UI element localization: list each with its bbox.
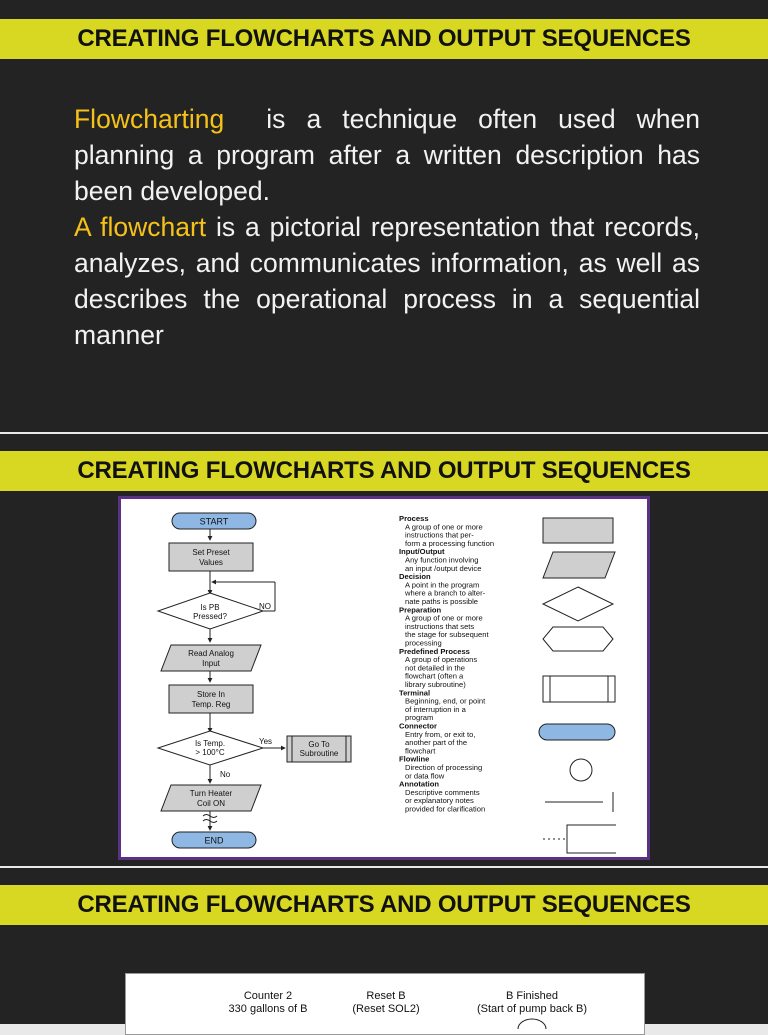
legend-desc-circle: another part of the xyxy=(405,738,468,748)
yes-label: Yes xyxy=(259,737,273,746)
no-label-1: NO xyxy=(259,602,271,611)
legend-desc-predefined-process: flowchart (often a xyxy=(405,671,464,681)
store-line1: Store In xyxy=(196,690,226,699)
legend-desc-rectangle: form a processing function xyxy=(405,538,495,548)
legend-text xyxy=(399,514,494,814)
definition-flowcharting: is a technique often used when planning a program after a written description has been developed. xyxy=(74,104,708,206)
go-to-line2: Subroutine xyxy=(299,749,339,758)
legend-shape-diamond xyxy=(543,587,613,621)
counter-column-line1: Counter 2 xyxy=(243,990,293,1002)
legend-title-diamond: Decision xyxy=(399,572,431,582)
slide-3-title: CREATING FLOWCHARTS AND OUTPUT SEQUENCES xyxy=(0,885,768,925)
sequence-marks xyxy=(126,974,644,1034)
paragraph-flowcharting xyxy=(74,101,708,209)
legend-desc-predefined-process: A group of operations xyxy=(405,655,478,665)
turn-heater-line2: Coil ON xyxy=(196,799,226,808)
flowchart-figure xyxy=(118,496,650,860)
legend-title-circle: Connector xyxy=(399,721,437,731)
legend-shape-parallelogram xyxy=(543,552,615,578)
finished-column-line1: B Finished xyxy=(506,990,558,1002)
legend-desc-parallelogram: Any function involving xyxy=(405,555,479,565)
legend-desc-hexagon: instructions that sets xyxy=(405,621,475,631)
flowchart-svg xyxy=(121,499,647,857)
read-analog-line1: Read Analog xyxy=(188,649,234,658)
slide-1-body xyxy=(74,101,708,353)
legend-shape-terminal xyxy=(539,724,615,740)
reset-column-line1: Reset B xyxy=(366,990,406,1002)
term-flowcharting: Flowcharting xyxy=(74,104,225,134)
legend-desc-diamond: A point in the program xyxy=(405,580,480,590)
legend-title-bracket: Annotation xyxy=(399,779,440,789)
is-pb-line1: Is PB xyxy=(200,603,220,612)
turn-heater-line1: Turn Heater xyxy=(189,789,233,798)
is-temp-line1: Is Temp. xyxy=(194,739,226,748)
legend-title-hexagon: Preparation xyxy=(399,605,442,615)
legend-desc-hexagon: the stage for subsequent xyxy=(405,630,489,640)
legend-desc-lines: Direction of processing xyxy=(405,763,483,772)
legend-title-predefined-process: Predefined Process xyxy=(399,646,470,656)
legend-shape-bracket xyxy=(543,825,616,853)
legend-desc-bracket: or explanatory notes xyxy=(405,796,474,806)
legend-desc-hexagon: processing xyxy=(405,638,442,648)
slide-1-title: CREATING FLOWCHARTS AND OUTPUT SEQUENCES xyxy=(0,19,768,59)
legend-desc-diamond: nate paths is possible xyxy=(405,597,479,606)
legend-title-lines: Flowline xyxy=(399,754,430,764)
legend-desc-bracket: provided for clarification xyxy=(405,804,486,814)
legend-shape-predefined-process xyxy=(543,676,615,702)
reset-column-line2: (Reset SOL2) xyxy=(352,1003,420,1015)
legend-desc-parallelogram: an input /output device xyxy=(405,563,482,573)
paragraph-flowchart xyxy=(74,209,700,353)
finished-column-line2: (Start of pump back B) xyxy=(476,1003,588,1015)
slide-1 xyxy=(0,0,768,432)
start-terminal-label: START xyxy=(199,516,229,527)
legend-desc-terminal: program xyxy=(405,713,434,723)
counter-column-line2: 330 gallons of B xyxy=(228,1003,308,1015)
legend-desc-circle: Entry from, or exit to, xyxy=(405,729,476,739)
legend-title-terminal: Terminal xyxy=(399,688,431,698)
legend-desc-rectangle: instructions that per- xyxy=(405,530,474,540)
sequence-figure xyxy=(125,973,645,1035)
definition-flowchart: is a pictorial representation that records, analyzes, and communicates information, as well as describes the operational process in a sequential manner xyxy=(74,212,700,350)
go-to-line1: Go To xyxy=(308,740,330,749)
end-terminal-label: END xyxy=(204,835,224,846)
legend-shape-circle xyxy=(570,759,592,781)
store-line2: Temp. Reg xyxy=(191,700,231,709)
legend-desc-predefined-process: not detailed in the xyxy=(405,663,465,673)
no-label-2: No xyxy=(220,770,231,779)
term-flowchart: A flowchart xyxy=(74,212,207,242)
legend-desc-bracket: Descriptive comments xyxy=(405,787,480,797)
legend-shape-lines xyxy=(545,792,613,812)
legend-shape-hexagon xyxy=(543,627,613,651)
slide-2-title: CREATING FLOWCHARTS AND OUTPUT SEQUENCES xyxy=(0,451,768,491)
legend-title-parallelogram: Input/Output xyxy=(399,547,445,557)
set-preset-line2: Values xyxy=(199,558,223,567)
legend-desc-terminal: of interruption in a xyxy=(405,704,466,714)
legend-desc-lines: or data flow xyxy=(405,771,445,781)
legend-desc-predefined-process: library subroutine) xyxy=(405,680,466,689)
legend-desc-diamond: where a branch to alter- xyxy=(405,588,486,598)
legend-title-rectangle: Process xyxy=(399,514,429,523)
legend-shape-rectangle xyxy=(543,518,613,543)
is-temp-line2: > 100°C xyxy=(195,748,225,757)
set-preset-line1: Set Preset xyxy=(192,548,230,557)
legend-desc-circle: flowchart xyxy=(405,746,436,756)
is-pb-line2: Pressed? xyxy=(193,612,227,621)
read-analog-line2: Input xyxy=(202,659,220,668)
legend-desc-rectangle: A group of one or more xyxy=(405,522,483,532)
legend-desc-terminal: Beginning, end, or point xyxy=(405,696,486,706)
legend-desc-hexagon: A group of one or more xyxy=(405,613,483,623)
